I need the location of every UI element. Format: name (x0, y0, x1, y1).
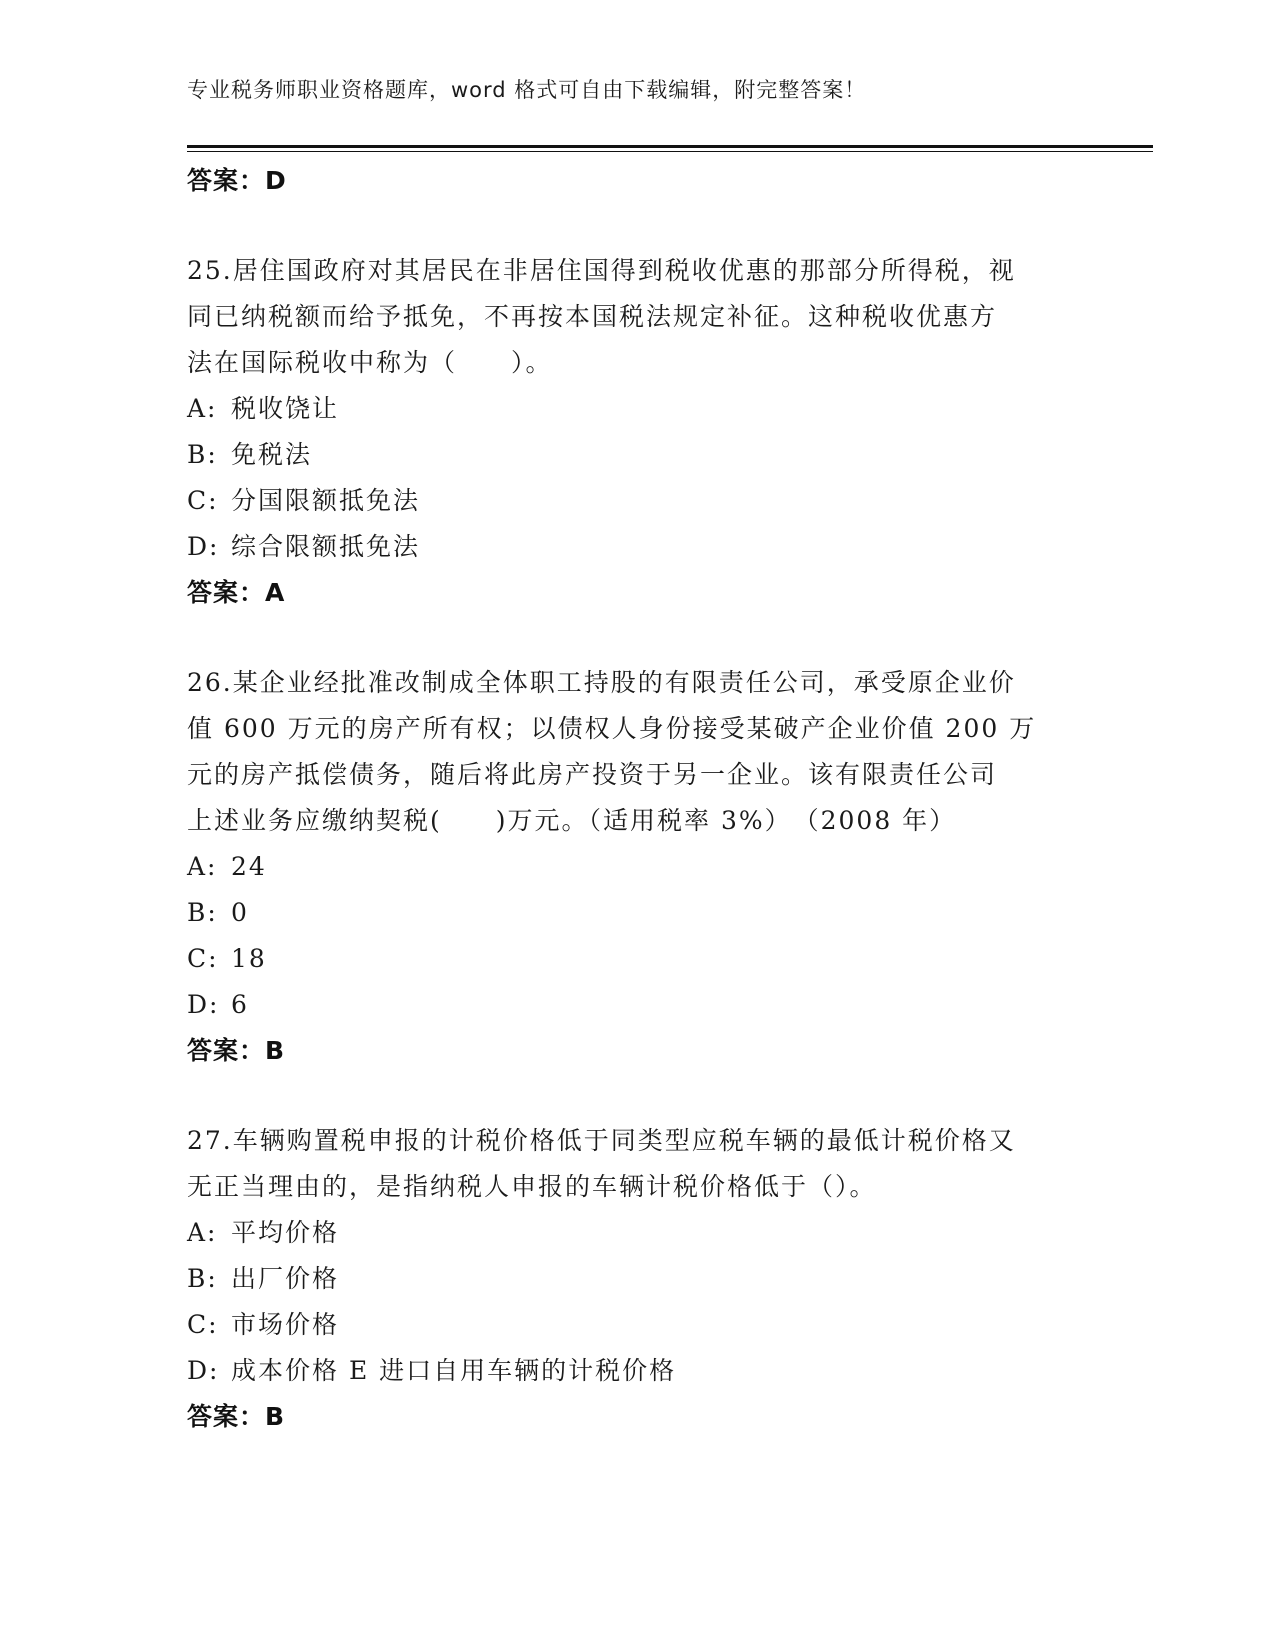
question-stem-line: 值 600 万元的房产所有权；以债权人身份接受某破产企业价值 200 万 (187, 714, 1037, 743)
option-key: D: (187, 1356, 220, 1385)
header-rule-thick (187, 145, 1153, 148)
question-stem-line: 26.某企业经批准改制成全体职工持股的有限责任公司，承受原企业价 (187, 668, 1016, 697)
option-a (187, 1210, 1087, 1256)
question-stem-line: 元的房产抵偿债务，随后将此房产投资于另一企业。该有限责任公司 (187, 760, 998, 789)
option-text: 税收饶让 (231, 394, 340, 423)
question-27 (187, 1118, 1087, 1440)
option-text: 成本价格 E 进口自用车辆的计税价格 (231, 1356, 677, 1385)
option-text: 分国限额抵免法 (231, 486, 421, 515)
option-text: 18 (231, 944, 267, 973)
question-stem-line: 无正当理由的，是指纳税人申报的车辆计税价格低于（）。 (187, 1172, 877, 1201)
option-key: B: (187, 1264, 218, 1293)
option-text: 出厂价格 (231, 1264, 340, 1293)
spacer (187, 1074, 1087, 1118)
option-key: D: (187, 990, 220, 1019)
option-d (187, 524, 1087, 570)
question-stem-line: 同已纳税额而给予抵免，不再按本国税法规定补征。这种税收优惠方 (187, 302, 998, 331)
option-key: B: (187, 898, 218, 927)
question-26 (187, 660, 1087, 1074)
option-b (187, 1256, 1087, 1302)
option-c (187, 1302, 1087, 1348)
question-stem-line: 上述业务应缴纳契税( )万元。（适用税率 3%） （2008 年） (187, 806, 957, 835)
question-stem-line: 25.居住国政府对其居民在非居住国得到税收优惠的那部分所得税，视 (187, 256, 1016, 285)
question-25 (187, 248, 1087, 616)
option-text: 免税法 (231, 440, 313, 469)
question-stem-line: 法在国际税收中称为（ ）。 (187, 348, 553, 377)
option-text: 综合限额抵免法 (231, 532, 421, 561)
spacer (187, 616, 1087, 660)
option-text: 6 (231, 990, 249, 1019)
option-c (187, 478, 1087, 524)
option-d (187, 1348, 1087, 1394)
option-b (187, 890, 1087, 936)
option-key: C: (187, 944, 219, 973)
answer-line: 答案：B (187, 1402, 286, 1431)
spacer (187, 204, 1087, 248)
option-b (187, 432, 1087, 478)
option-key: A: (187, 394, 218, 423)
option-key: A: (187, 852, 218, 881)
previous-answer: 答案：D (187, 166, 287, 195)
option-text: 市场价格 (231, 1310, 340, 1339)
option-key: C: (187, 486, 219, 515)
option-c (187, 936, 1087, 982)
option-a (187, 386, 1087, 432)
question-stem-line: 27.车辆购置税申报的计税价格低于同类型应税车辆的最低计税价格又 (187, 1126, 1016, 1155)
option-key: A: (187, 1218, 218, 1247)
answer-line: 答案：A (187, 578, 286, 607)
answer-line: 答案：B (187, 1036, 286, 1065)
option-key: C: (187, 1310, 219, 1339)
option-text: 24 (231, 852, 267, 881)
option-text: 平均价格 (231, 1218, 340, 1247)
option-a (187, 844, 1087, 890)
option-text: 0 (231, 898, 249, 927)
page-header-text: 专业税务师职业资格题库，word 格式可自由下载编辑，附完整答案！ (187, 78, 867, 102)
option-d (187, 982, 1087, 1028)
question-content (187, 158, 1087, 1440)
option-key: D: (187, 532, 220, 561)
option-key: B: (187, 440, 218, 469)
header-rule-thin (187, 151, 1153, 152)
